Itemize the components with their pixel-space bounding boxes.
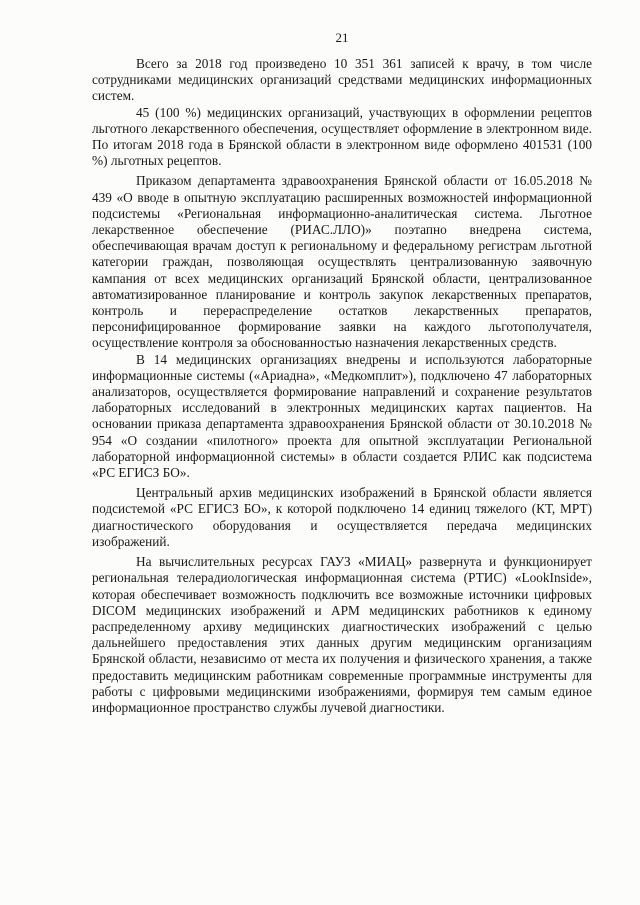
- paragraph-rias-llo: Приказом департамента здравоохранения Брянской области от 16.05.2018 № 439 «О вводе в опытную эксплуатацию расширенных возможностей информационной подсистемы «Региональная информационно-аналитическая система. Льготное лекарственное обеспечение (РИАС.ЛЛО)» поэтапно внедрена система, обеспечивающая врачам доступ к региональному и федеральному регистрам льготной категории граждан, позволяющая осуществлять централизованную заявочную кампания от всех медицинских организаций Брянской области, централизованное автоматизированное планирование и контроль закупок лекарственных препаратов, контроль и перераспределение остатков лекарственных препаратов, персонифицированное формирование заявки на каждого льготополучателя, осуществление контроля за обоснованностью назначения лекарственных средств.: [92, 173, 592, 351]
- paragraph-lab-systems: В 14 медицинских организациях внедрены и используются лабораторные информационные системы («Ариадна», «Медкомплит»), подключено 47 лабораторных анализаторов, осуществляется формирование направлений и сохранение результатов лабораторных исследований в электронных медицинских картах пациентов. На основании приказа департамента здравоохранения Брянской области от 30.10.2018 № 954 «О создании «пилотного» проекта для опытной эксплуатации Региональной лабораторной информационной системы» в области создается РЛИС как подсистема «РС ЕГИСЗ БО».: [92, 351, 592, 481]
- paragraph-image-archive: Центральный архив медицинских изображений в Брянской области является подсистемой «РС ЕГИСЗ БО», к которой подключено 14 единиц тяжелого (КТ, МРТ) диагностического оборудования и осуществляется передача медицинских изображений.: [92, 485, 592, 549]
- page-number: 21: [335, 30, 349, 45]
- paragraph-prescriptions: 45 (100 %) медицинских организаций, участвующих в оформлении рецептов льготного лекарственного обеспечения, осуществляет оформление в электронном виде. По итогам 2018 года в Брянской области в электронном виде оформлено 401531 (100 %) льготных рецептов.: [92, 104, 592, 169]
- paragraph-appointments: Всего за 2018 год произведено 10 351 361 записей к врачу, в том числе сотрудниками медицинских организаций средствами медицинских информационных систем.: [92, 56, 592, 104]
- paragraph-teleradiology: На вычислительных ресурсах ГАУЗ «МИАЦ» развернута и функционирует региональная телерадиологическая информационная система (РТИС) «LookInside», которая обеспечивает возможность подключить все возможные источники цифровых DICOM медицинских изображений и АРМ медицинских работников к единому распределенному архиву медицинских диагностических изображений с целью дальнейшего предоставления этих данных другим медицинским организациям Брянской области, независимо от места их получения и физического хранения, а также предоставить медицинским работникам современные программные инструменты для работы с цифровыми медицинскими изображениями, формируя тем самым единое информационное пространство службы лучевой диагностики.: [92, 554, 592, 715]
